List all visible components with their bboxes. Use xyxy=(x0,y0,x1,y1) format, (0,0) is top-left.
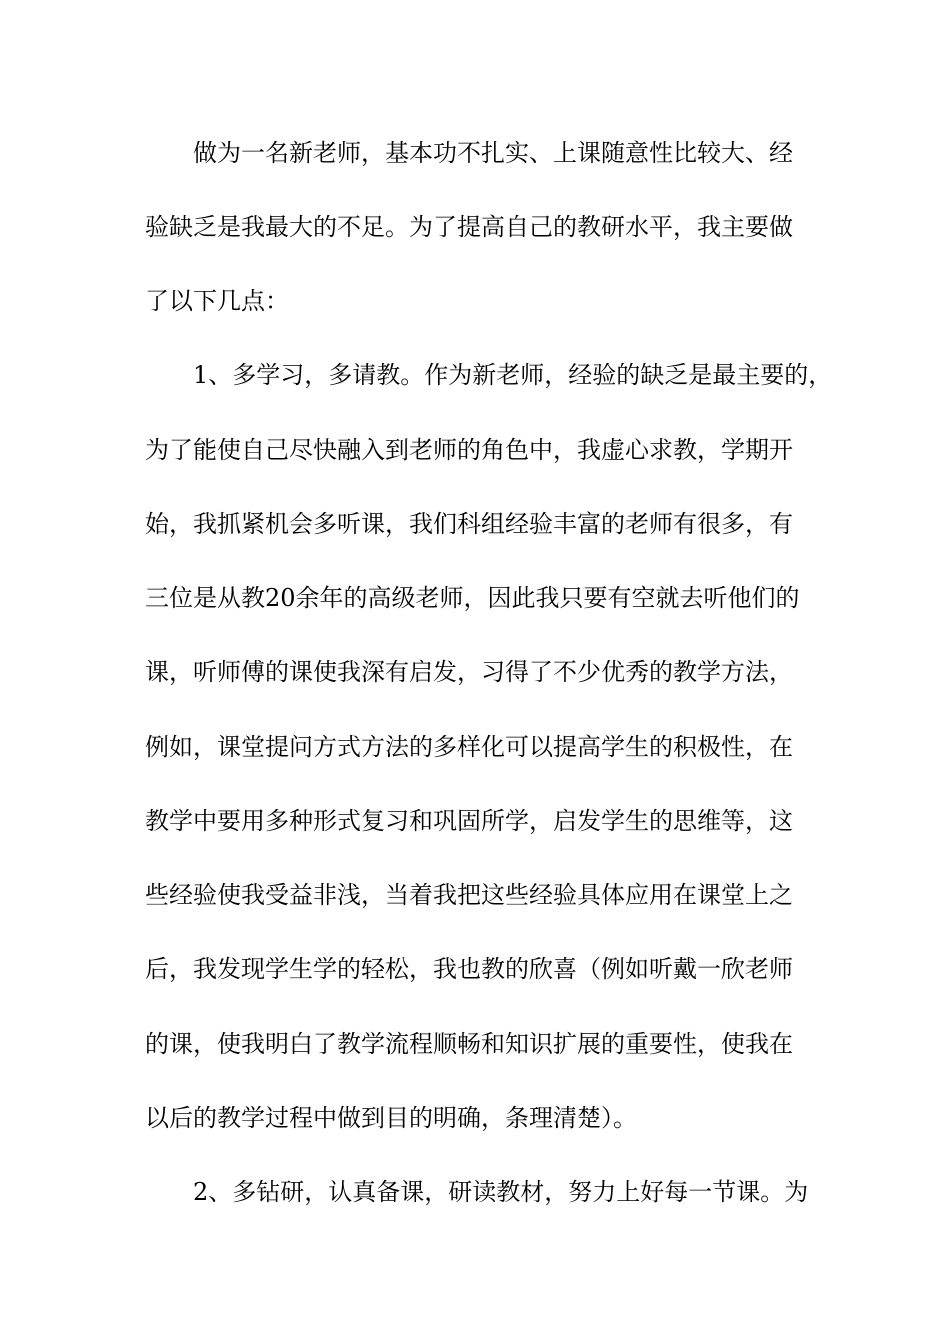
paragraph-2-line-9: 后，我发现学生学的轻松，我也教的欣喜（例如听戴一欣老师 xyxy=(145,955,793,983)
paragraph-2-line-10: 的课，使我明白了教学流程顺畅和知识扩展的重要性，使我在 xyxy=(145,1030,793,1058)
paragraph-2-line-11: 以后的教学过程中做到目的明确，条理清楚）。 xyxy=(145,1104,637,1132)
paragraph-2-line-2: 为了能使自己尽快融入到老师的角色中，我虚心求教，学期开 xyxy=(145,436,793,464)
paragraph-2-line-6: 例如，课堂提问方式方法的多样化可以提高学生的积极性，在 xyxy=(145,733,793,761)
paragraph-2-line-5: 课，听师傅的课使我深有启发，习得了不少优秀的教学方法， xyxy=(145,658,793,686)
paragraph-2-line-7: 教学中要用多种形式复习和巩固所学，启发学生的思维等，这 xyxy=(145,807,793,835)
paragraph-1-line-3: 了以下几点： xyxy=(145,287,289,315)
paragraph-2-line-8: 些经验使我受益非浅，当着我把这些经验具体应用在课堂上之 xyxy=(145,881,793,909)
paragraph-1-line-2: 验缺乏是我最大的不足。为了提高自己的教研水平，我主要做 xyxy=(145,213,793,241)
paragraph-2-line-4: 三位是从教20余年的高级老师，因此我只要有空就去听他们的 xyxy=(145,584,800,612)
paragraph-2-line-3: 始，我抓紧机会多听课，我们科组经验丰富的老师有很多，有 xyxy=(145,510,793,538)
paragraph-2-line-1: 1、多学习，多请教。作为新老师，经验的缺乏是最主要的， xyxy=(193,361,833,389)
paragraph-3-line-1: 2、多钻研，认真备课，研读教材，努力上好每一节课。为 xyxy=(193,1178,809,1206)
paragraph-1-line-1: 做为一名新老师，基本功不扎实、上课随意性比较大、经 xyxy=(193,139,793,167)
